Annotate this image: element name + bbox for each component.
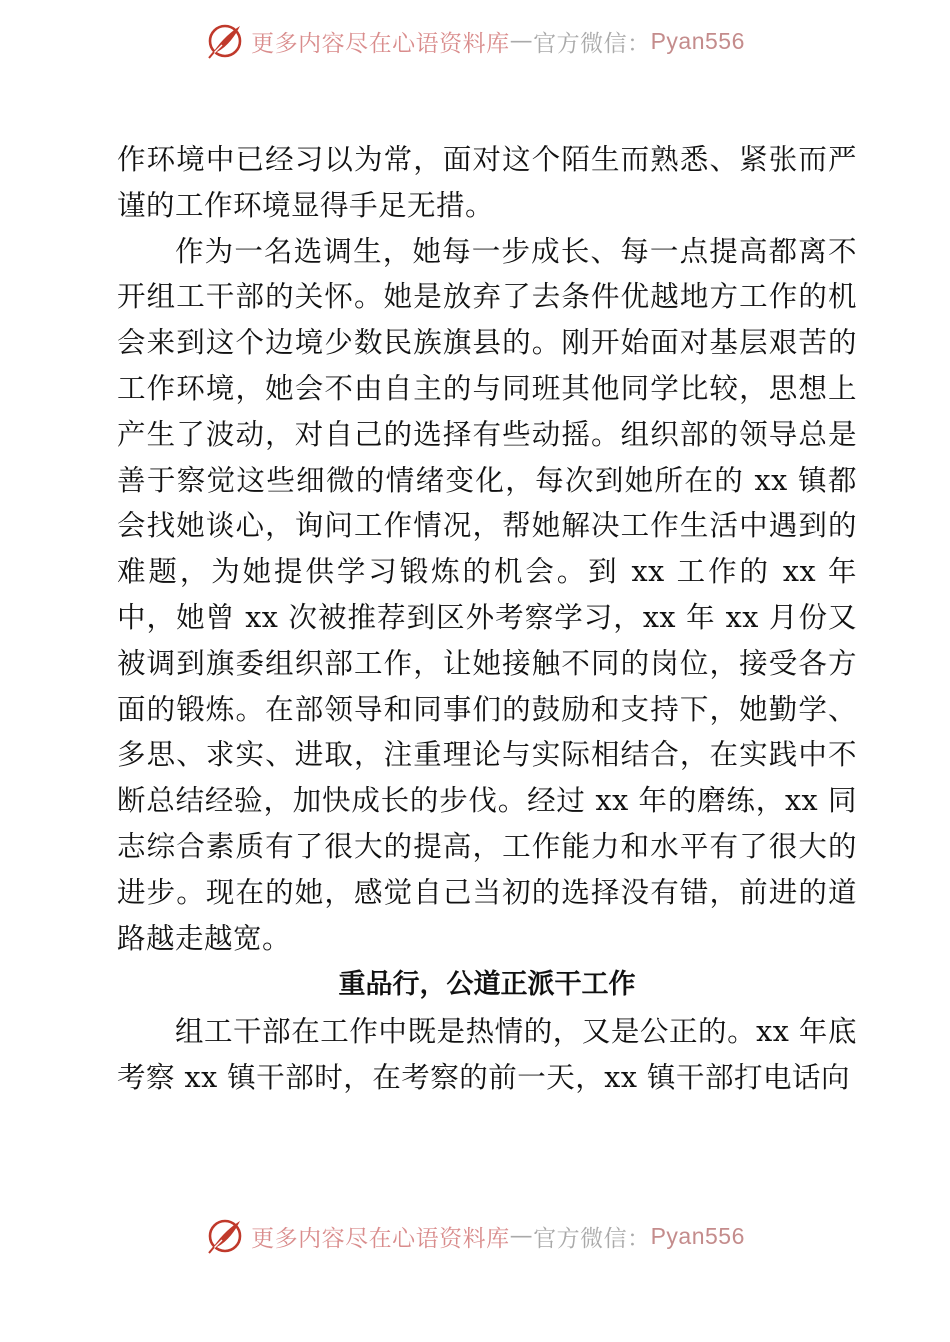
watermark-slogan: 更多内容尽在心语资料库 (251, 30, 510, 57)
header-watermark-text (251, 25, 745, 58)
paragraph-fairness: 组工干部在工作中既是热情的，又是公正的。xx 年底考察 xx 镇干部时，在考察的前一天，xx 镇干部打电话向 (117, 1015, 857, 1095)
watermark-dash: — (509, 1223, 534, 1249)
header-watermark (0, 19, 950, 63)
watermark-slogan: 更多内容尽在心语资料库 (251, 1225, 510, 1252)
feather-pen-logo-icon (205, 21, 245, 61)
watermark-wechat-label: 官方微信： (533, 1225, 651, 1252)
watermark-wechat-handle: Pyan556 (650, 1222, 745, 1249)
document-body (117, 137, 857, 1101)
footer-watermark-text (251, 1220, 745, 1253)
footer-watermark (0, 1214, 950, 1258)
watermark-wechat-label: 官方微信： (533, 30, 651, 57)
feather-pen-logo-icon (205, 1216, 245, 1256)
watermark-dash: — (509, 28, 534, 54)
paragraph-selected-graduate: 作为一名选调生，她每一步成长、每一点提高都离不开组工干部的关怀。她是放弃了去条件优越地方工作的机会来到这个边境少数民族旗县的。刚开始面对基层艰苦的工作环境，她会不由自主的与同班其他同学比较，思想上产生了波动，对自己的选择有些动摇。组织部的领导总是善于察觉这些细微的情绪变化，每次到她所在的 xx 镇都会找她谈心，询问工作情况，帮她解决工作生活中遇到的难题，为她提供学习锻炼的机会。到 xx 工作的 xx 年中，她曾 xx 次被推荐到区外考察学习，xx 年 xx 月份又被调到旗委组织部工作，让她接触不同的岗位，接受各方面的锻炼。在部领导和同事们的鼓励和支持下，她勤学、多思、求实、进取，注重理论与实际相结合，在实践中不断总结经验，加快成长的步伐。经过 xx 年的磨练，xx 同志综合素质有了很大的提高，工作能力和水平有了很大的进步。现在的她，感觉自己当初的选择没有错，前进的道路越走越宽。 (117, 234, 857, 955)
watermark-wechat-handle: Pyan556 (650, 27, 745, 54)
paragraph-continuation: 作环境中已经习以为常，面对这个陌生而熟悉、紧张而严谨的工作环境显得手足无措。 (117, 143, 857, 222)
section-heading: 重品行，公道正派干工作 (338, 969, 636, 1001)
